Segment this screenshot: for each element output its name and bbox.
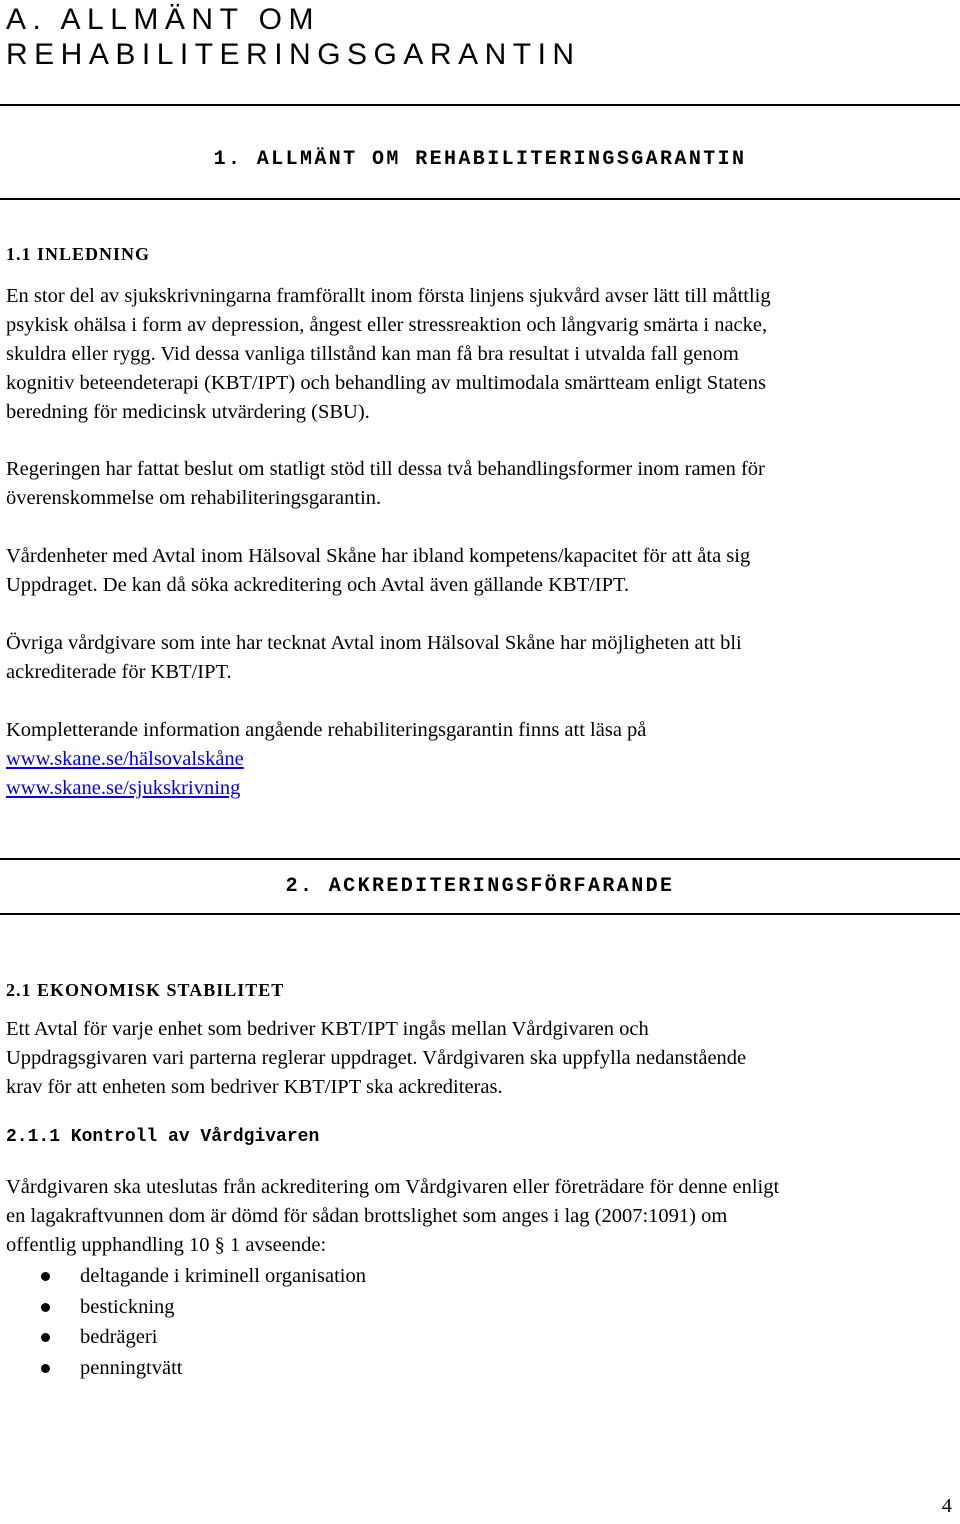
bullet-icon [41,1272,50,1281]
intro-paragraph-3 [6,542,958,600]
list-item-text: bedrägeri [80,1326,158,1348]
page-number: 4 [941,1495,952,1517]
text-line: beredning för medicinsk utvärdering (SBU). [6,401,370,423]
text-line: en lagakraftvunnen dom är dömd för sådan brottslighet som anges i lag (2007:1091) om [6,1205,728,1227]
text-line: Regeringen har fattat beslut om statligt stöd till dessa två behandlingsformer inom ramen för [6,458,765,480]
link-halsovalskane[interactable]: www.skane.se/hälsovalskåne [6,748,244,770]
text-line: psykisk ohälsa i form av depression, ångest eller stressreaktion och långvarig smärta i nacke, [6,314,768,336]
bullet-icon [41,1303,50,1312]
bullet-icon [41,1364,50,1373]
intro-paragraph-4 [6,629,958,687]
text-line: Kompletterande information angående rehabiliteringsgarantin finns att läsa på [6,719,647,741]
text-line: Vårdenheter med Avtal inom Hälsoval Skåne har ibland kompetens/kapacitet för att åta sig [6,545,751,567]
section-2-1-heading: 2.1 EKONOMISK STABILITET [6,980,285,1000]
text-line: En stor del av sjukskrivningarna framförallt inom första linjens sjukvård avser lätt till måttlig [6,285,771,307]
intro-paragraph-1 [6,282,958,427]
list-item-text: penningtvätt [80,1356,183,1379]
section-1-bottom-rule [0,198,960,200]
control-paragraph [6,1173,958,1260]
text-line: krav för att enheten som bedriver KBT/IPT ska ackrediteras. [6,1076,503,1098]
text-line: offentlig upphandling 10 § 1 avseende: [6,1234,327,1256]
bullet-icon [41,1333,50,1342]
text-line: Uppdraget. De kan då söka ackreditering och Avtal även gällande KBT/IPT. [6,574,630,596]
section-1-top-rule [0,104,960,106]
document-title [6,2,956,72]
text-line: Vårdgivaren ska uteslutas från ackreditering om Vårdgivaren eller företrädare för denne enligt [6,1176,780,1198]
text-line: överenskommelse om rehabiliteringsgarantin. [6,487,382,509]
section-2-1-1-heading: 2.1.1 Kontroll av Vårdgivaren [6,1127,320,1147]
list-item-text: bestickning [80,1295,175,1318]
section-1-heading: 1. ALLMÄNT OM REHABILITERINGSGARANTIN [213,148,747,171]
text-line: skuldra eller rygg. Vid dessa vanliga tillstånd kan man få bra resultat i utvalda fall genom [6,343,739,365]
section-2-bottom-rule [0,913,960,915]
text-line: Uppdragsgivaren vari parterna reglerar uppdraget. Vårdgivaren ska uppfylla nedanstående [6,1047,747,1069]
text-line: Övriga vårdgivare som inte har tecknat Avtal inom Hälsoval Skåne har möjligheten att bli [6,632,742,654]
section-1-1-heading: 1.1 INLEDNING [6,244,151,264]
link-sjukskrivning[interactable]: www.skane.se/sjukskrivning [6,777,241,799]
list-item-text: deltagande i kriminell organisation [80,1265,366,1287]
section-2-top-rule [0,858,960,860]
document-title-line-2: REHABILITERINGSGARANTIN [6,38,581,71]
document-title-line-1: A. ALLMÄNT OM [6,3,321,36]
text-line: ackrediterade för KBT/IPT. [6,661,232,683]
section-2-heading: 2. ACKREDITERINGSFÖRFARANDE [285,875,675,898]
text-line: Ett Avtal för varje enhet som bedriver KBT/IPT ingås mellan Vårdgivaren och [6,1018,649,1040]
stability-paragraph [6,1015,958,1102]
text-line: kognitiv beteendeterapi (KBT/IPT) och behandling av multimodala smärtteam enligt Statens [6,372,767,394]
intro-paragraph-5 [6,716,958,745]
intro-paragraph-2 [6,455,958,513]
